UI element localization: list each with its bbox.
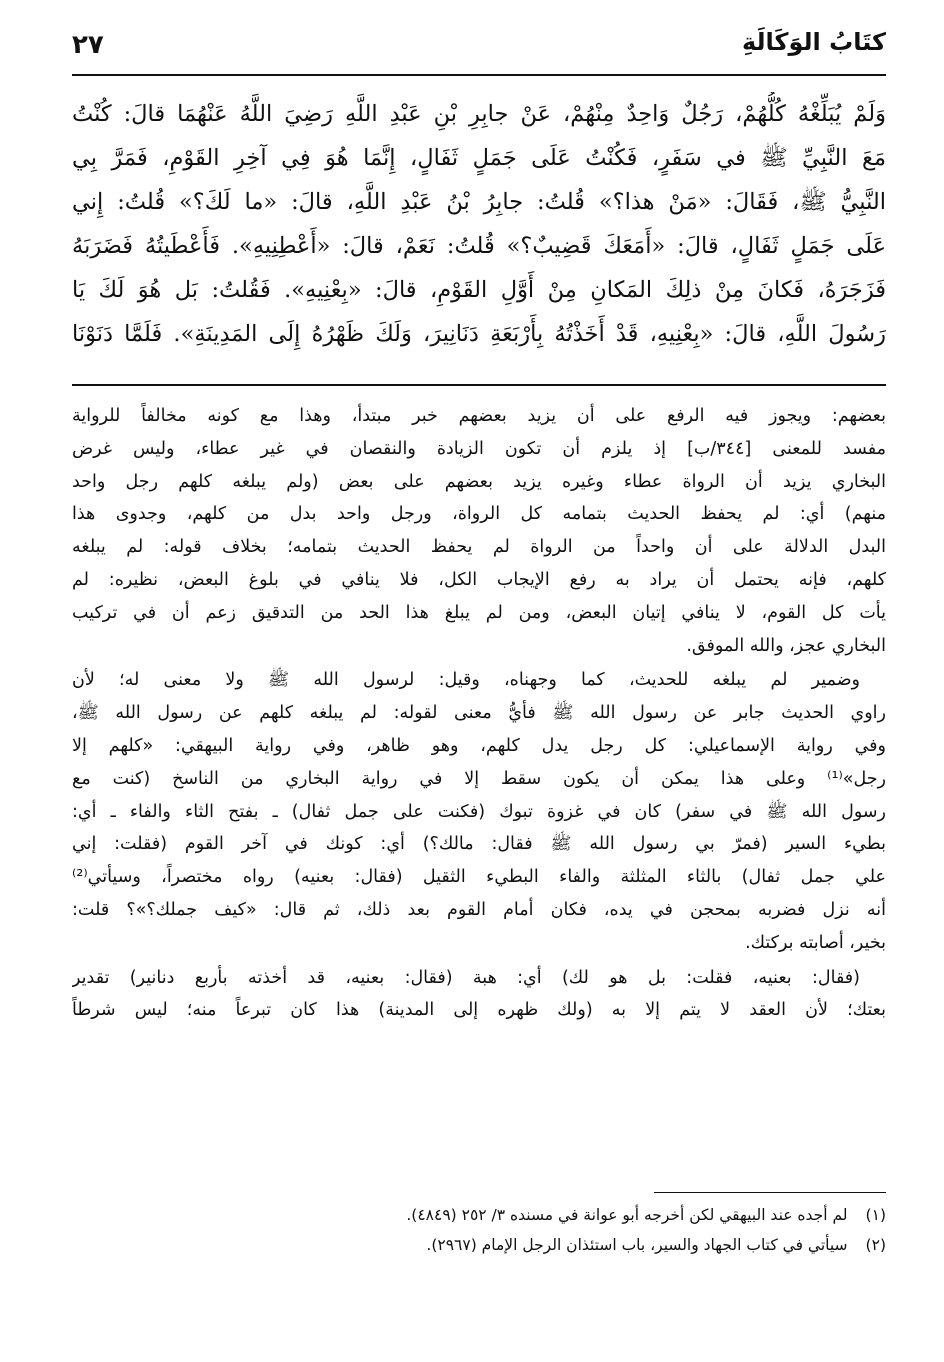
commentary-line: علي جمل ثفال) بالثاء المثلثة والفاء البطيء الثقيل (فقال: بعنيه) رواه مختصراً، وسيأتي⁽²⁾ — [72, 867, 886, 888]
commentary-line: رسول الله ﷺ في سفر) كان في غزوة تبوك (فكنت على جمل ثفال) ـ بفتح الثاء والفاء ـ أي: — [72, 801, 886, 822]
commentary-line: (فقال: بعنيه، فقلت: بل هو لك) أي: هبة (فقال: بعنيه، قد أخذته بأربع دنانير) تقدير — [72, 967, 860, 988]
commentary-line: كلهم، فإنه يحتمل أن يراد به رفع الإيجاب الكل، فلا ينافي في بلوغ البعض، نظيره: لم — [72, 569, 886, 590]
footnote-rule — [654, 1192, 886, 1193]
commentary-line: رجل»⁽¹⁾ وعلى هذا يمكن أن يكون سقط إلا في رواية البخاري من الناسخ (كنت مع — [72, 768, 886, 789]
hadith-line: النَّبِيُّ ﷺ، فَقَالَ: «مَنْ هذا؟» قُلتُ: جابِرُ بْنُ عَبْدِ اللَّهِ، قالَ: «ما لَكَ؟» قُلتُ: إِني — [72, 189, 886, 215]
commentary-line: منهم) أي: لم يحفظ الحديث بتمامه كل الرواة، ورجل واحد بدل من كلهم، وجدوى هذا — [72, 504, 886, 525]
commentary-paragraph — [72, 664, 886, 959]
commentary-line: يأت كل القوم، لا ينافي إتيان البعض، ومن لم يبلغ هذا الحد من التدقيق زعم أن في تركيب — [72, 602, 886, 623]
commentary-line: البخاري يزيد أن الرواة عطاء وغيره يزيد بعضهم على بعض (ولم يبلغه كلهم رجل واحد — [72, 471, 886, 492]
hadith-text — [72, 92, 886, 356]
commentary-line: راوي الحديث جابر عن رسول الله ﷺ فأيُّ معنى لقوله: لم يبلغه كلهم عن رسول الله ﷺ، — [72, 703, 886, 724]
commentary — [72, 400, 886, 1029]
commentary-line: بطيء السير (فمرّ بي رسول الله ﷺ فقال: مالك؟) أي: كونك في آخر القوم (فقلت: إني — [72, 834, 886, 855]
hadith-line: فَزَجَرَهُ، فَكانَ مِنْ ذلِكَ المَكانِ مِنْ أَوَّلِ القَوْمِ، قالَ: «بِعْنِيهِ». فَقُلتُ: بَل هُوَ لَكَ يَا — [72, 277, 886, 303]
commentary-paragraph — [72, 962, 886, 1028]
hadith-line: رَسُولَ اللَّهِ، قالَ: «بِعْنِيهِ، قَدْ أَخَذْتُهُ بِأَرْبَعَةِ دَنَانِيرَ، وَلَكَ ظَهْرُهُ إِلَى المَدِينَةِ». فَلَمَّا دَنَوْنَا — [72, 321, 886, 347]
commentary-line: البخاري عجز، والله الموفق. — [686, 635, 886, 656]
footnote-number: (١) — [865, 1206, 886, 1224]
page-number: ٢٧ — [72, 30, 104, 60]
commentary-line: بخير، أصابته بركتك. — [745, 932, 886, 953]
footnotes — [72, 1200, 886, 1260]
page-header — [72, 28, 886, 68]
commentary-line: وفي رواية الإسماعيلي: كل رجل يدل كلهم، وهو ظاهر، وفي رواية البيهقي: «كلهم إلا — [72, 735, 886, 756]
footnote-text: لم أجده عند البيهقي لكن أخرجه أبو عوانة في مسنده ٣/ ٢٥٢ (٤٨٤٩). — [406, 1206, 848, 1224]
text-commentary-separator — [72, 384, 886, 386]
hadith-line: وَلَمْ يُبَلِّغْهُ كُلُّهُمْ، رَجُلٌ وَاحِدٌ مِنْهُمْ، عَنْ جابِرِ بْنِ عَبْدِ اللَّهِ رَضِيَ اللَّهُ عَنْهُمَا قالَ: كُنْتُ — [72, 101, 886, 127]
commentary-line: أنه نزل فضربه بمحجن في يده، فكان أمام القوم بعد ذلك، ثم قال: «كيف جملك؟»؟ قلت: — [72, 899, 886, 920]
footnote — [72, 1230, 886, 1260]
footnote-number: (٢) — [865, 1236, 886, 1254]
commentary-line: بعضهم: ويجوز فيه الرفع على أن يزيد بعضهم خبر مبتدأ، وهذا مع كونه مخالفاً للرواية — [72, 406, 886, 426]
commentary-paragraph — [72, 400, 886, 662]
commentary-line: مفسد للمعنى [٣٤٤/ب] إذ يلزم أن تكون الزيادة والنقصان في غير عطاء، وليس غرض — [72, 438, 886, 459]
footnote — [72, 1200, 886, 1230]
commentary-line: وضمير لم يبلغه للحديث، كما وجهناه، وقيل: لرسول الله ﷺ ولا معنى له؛ لأن — [72, 670, 860, 691]
book-title: كتَابُ الوَكَالَةِ — [741, 28, 886, 56]
commentary-line: بعتك؛ لأن العقد لا يتم إلا به (ولك ظهره إلى المدينة) هذا كان تبرعاً منه؛ ليس شرطاً — [72, 1000, 886, 1021]
hadith-line: عَلَى جَمَلٍ ثَفَالٍ، قالَ: «أَمَعَكَ قَضِيبٌ؟» قُلتُ: نَعَمْ، قالَ: «أَعْطِنِيهِ». فَأَعْطَيتُهُ فَضَرَبَهُ — [72, 233, 886, 259]
hadith-line: مَعَ النَّبِيِّ ﷺ في سَفَرٍ، فَكُنْتُ عَلَى جَمَلٍ ثَفَالٍ، إِنَّمَا هُوَ فِي آخِرِ القَوْمِ، فَمَرَّ بِي — [72, 145, 886, 171]
header-rule — [72, 74, 886, 76]
footnote-text: سيأتي في كتاب الجهاد والسير، باب استئذان الرجل الإمام (٢٩٦٧). — [426, 1236, 848, 1254]
commentary-line: البدل الدلالة على أن واحداً من الرواة لم يحفظ الحديث بتمامه؛ بخلاف قوله: لم يبلغه — [72, 537, 886, 558]
